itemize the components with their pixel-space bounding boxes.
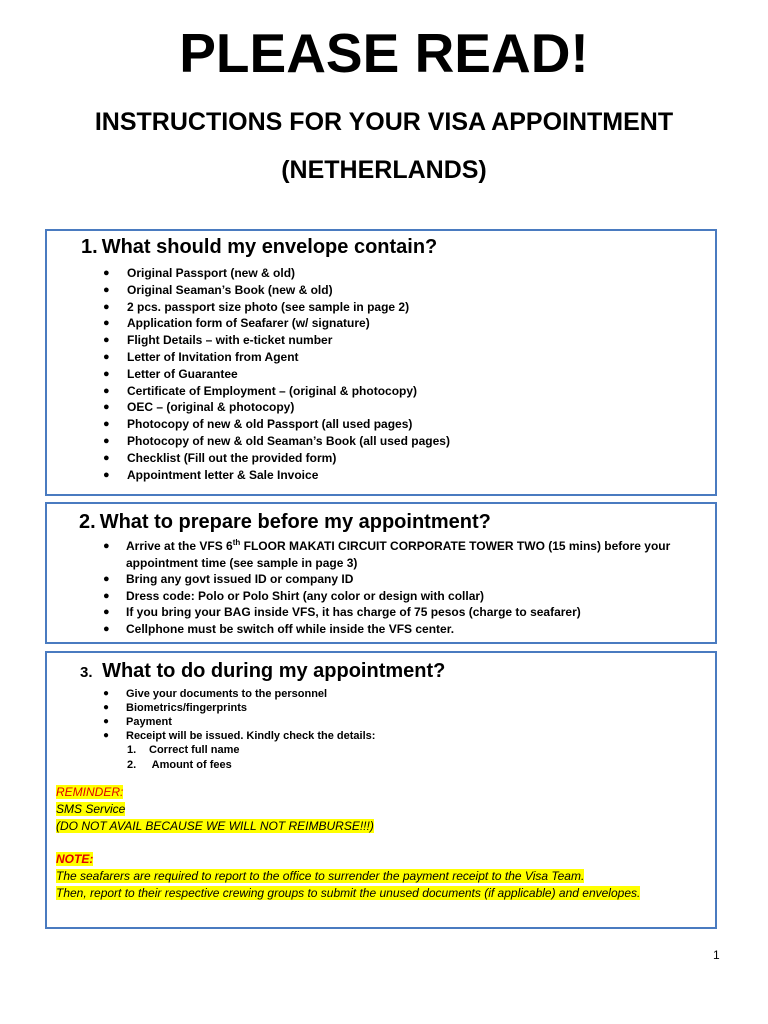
section-heading-text: What should my envelope contain? (101, 236, 438, 258)
list-item-text: Original Seaman’s Book (new & old) (127, 282, 333, 297)
section-heading (81, 235, 437, 259)
list-item-text: Letter of Guarantee (127, 366, 238, 381)
reminder-label: REMINDER: (56, 785, 124, 799)
section-number: 3. (80, 664, 93, 681)
section-number: 2. (79, 511, 96, 533)
bullet-icon: ● (103, 367, 110, 380)
bullet-icon: ● (103, 688, 110, 699)
list-item-text: 2 pcs. passport size photo (see sample in page 2) (127, 299, 410, 314)
bullet-icon: ● (103, 468, 110, 481)
bullet-icon: ● (103, 350, 110, 363)
list-item (103, 399, 450, 416)
section-heading (80, 659, 445, 685)
list-item-text: Receipt will be issued. Kindly check the details: (126, 730, 376, 742)
list-item-text: Photocopy of new & old Seaman’s Book (all used pages) (127, 433, 450, 448)
bullet-icon: ● (103, 589, 110, 602)
list-item (103, 729, 376, 743)
list-item (103, 715, 375, 729)
list-item-text: Original Passport (new & old) (127, 266, 296, 280)
note-text: The seafarers are required to report to the office to surrender the payment receipt to the Visa Team. (56, 869, 585, 883)
reminder-warning: (DO NOT AVAIL BECAUSE WE WILL NOT REIMBURSE!!!) (56, 819, 374, 833)
section-number: 1. (81, 236, 98, 258)
bullet-icon: ● (103, 730, 110, 741)
bullet-icon: ● (103, 334, 110, 347)
list-item (103, 299, 450, 316)
page-subtitle: INSTRUCTIONS FOR YOUR VISA APPOINTMENT (94, 108, 674, 136)
list-item (103, 332, 450, 349)
list-item (103, 701, 375, 715)
bullet-icon: ● (103, 300, 110, 313)
list-item (103, 366, 450, 383)
list-item (127, 743, 239, 758)
page-subtitle-country: (NETHERLANDS) (281, 156, 487, 184)
bullet-icon: ● (103, 418, 110, 431)
bullet-icon: ● (103, 267, 110, 279)
list-item (103, 621, 706, 638)
list-item-text: Correct full name (149, 744, 240, 756)
bullet-icon: ● (103, 573, 110, 585)
list-item-text: OEC – (original & photocopy) (127, 400, 295, 415)
bullet-icon: ● (103, 317, 110, 330)
bullet-icon: ● (103, 702, 110, 713)
section-envelope-contents (45, 229, 717, 496)
list-item-text: Cellphone must be switch off while inside the VFS center. (126, 621, 455, 636)
note-text: Then, report to their respective crewing groups to submit the unused documents (if applicable) and envelopes. (56, 886, 641, 900)
bullet-icon: ● (103, 451, 110, 464)
list-item-text: Appointment letter & Sale Invoice (127, 467, 319, 482)
list-item-text: Dress code: Polo or Polo Shirt (any color or design with collar) (126, 588, 485, 603)
envelope-checklist (103, 265, 450, 483)
reminder-block (56, 784, 374, 835)
bullet-icon: ● (103, 606, 110, 618)
list-item-text: Flight Details – with e-ticket number (127, 333, 333, 348)
list-item-text: Photocopy of new & old Passport (all used pages) (127, 417, 413, 432)
bullet-icon: ● (103, 401, 110, 414)
list-item (103, 315, 450, 332)
list-item-text: FLOOR MAKATI CIRCUIT CORPORATE TOWER TWO (15 mins) before your appointment time (see sample in page 3) (126, 539, 671, 570)
section-during-appointment (45, 651, 717, 929)
list-item (103, 588, 706, 605)
page-number: 1 (713, 948, 720, 962)
list-item-text: Application form of Seafarer (w/ signature) (127, 316, 370, 331)
list-item (103, 265, 450, 282)
list-item (103, 604, 706, 621)
list-number: 1. (127, 744, 137, 756)
bullet-icon: ● (103, 384, 110, 397)
note-block (56, 851, 640, 902)
appointment-steps (103, 687, 376, 743)
list-item-text: Bring any govt issued ID or company ID (126, 572, 354, 586)
list-item-text: Arrive at the VFS 6 (126, 539, 233, 553)
receipt-check-list (127, 743, 239, 773)
bullet-icon: ● (103, 434, 110, 447)
section-heading-text: What to prepare before my appointment? (99, 511, 491, 533)
section-heading-text: What to do during my appointment? (102, 660, 446, 682)
list-item-text: Letter of Invitation from Agent (127, 349, 299, 364)
list-item (103, 467, 450, 484)
bullet-icon: ● (103, 283, 110, 296)
list-item (103, 349, 450, 366)
reminder-text: SMS Service (56, 802, 126, 816)
list-item-text: Payment (126, 716, 172, 728)
list-item (103, 282, 450, 299)
note-label: NOTE: (56, 852, 94, 866)
list-item (127, 758, 239, 773)
bullet-icon: ● (103, 622, 110, 635)
list-item-text: Amount of fees (149, 759, 232, 771)
list-item (103, 416, 450, 433)
bullet-icon: ● (103, 716, 110, 727)
list-item-text: Give your documents to the personnel (126, 688, 328, 700)
list-item-text: Certificate of Employment – (original & photocopy) (127, 383, 418, 398)
section-heading (79, 510, 491, 534)
page-title: PLEASE READ! (179, 22, 589, 84)
list-number: 2. (127, 759, 137, 771)
section-before-appointment (45, 502, 717, 644)
ordinal-suffix: th (232, 538, 241, 547)
list-item (103, 433, 450, 450)
list-item (103, 571, 706, 588)
preparation-list (103, 538, 706, 637)
list-item-text: Biometrics/fingerprints (126, 702, 248, 714)
list-item (103, 450, 450, 467)
bullet-icon: ● (103, 540, 110, 552)
list-item (103, 687, 375, 701)
list-item (103, 538, 706, 571)
list-item-text: Checklist (Fill out the provided form) (127, 450, 337, 465)
list-item (103, 383, 450, 400)
list-item-text: If you bring your BAG inside VFS, it has charge of 75 pesos (charge to seafarer) (126, 605, 581, 619)
